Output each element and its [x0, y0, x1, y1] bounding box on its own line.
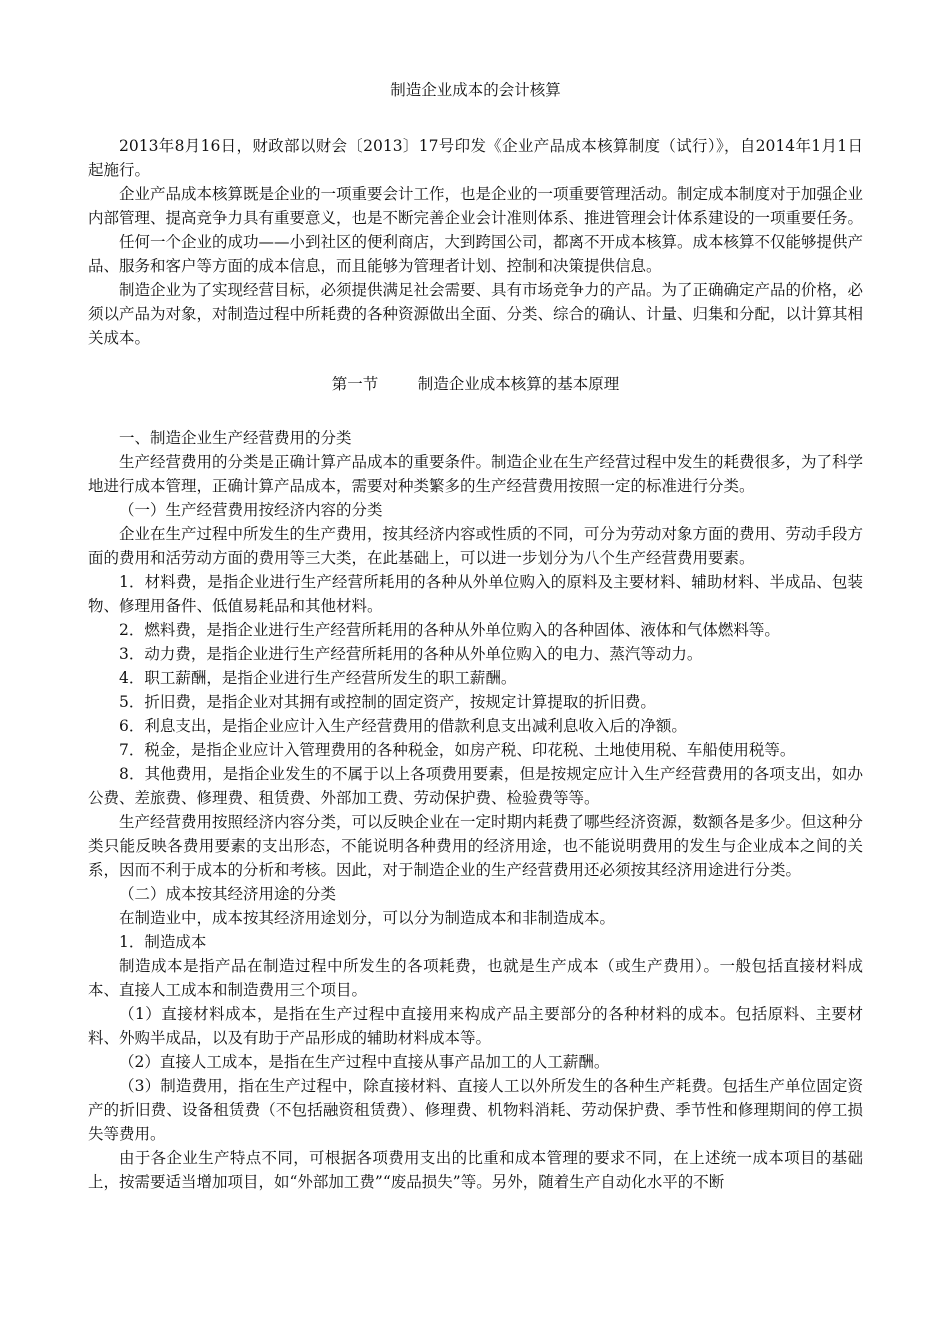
list-item-direct-labor: （2）直接人工成本，是指在生产过程中直接从事产品加工的人工薪酬。 — [119, 1053, 610, 1071]
heading-classification: 一、制造企业生产经营费用的分类 — [119, 429, 352, 447]
subheading-economic-use: （二）成本按其经济用途的分类 — [119, 885, 337, 903]
body-paragraph: 企业在生产过程中所发生的生产费用，按其经济内容或性质的不同，可分为劳动对象方面的费用、劳动手段方面的费用和活劳动方面的费用等三大类，在此基础上，可以进一步划分为八个生产经营费用要素。 — [88, 525, 864, 567]
intro-paragraph: 2013年8月16日，财政部以财会〔2013〕17号印发《企业产品成本核算制度（试行）》，自2014年1月1日起施行。 — [88, 137, 863, 179]
intro-paragraph: 制造企业为了实现经营目标，必须提供满足社会需要、具有市场竞争力的产品。为了正确确定产品的价格，必须以产品为对象，对制造过程中所耗费的各种资源做出全面、分类、综合的确认、计量、归集和分配，以计算其相关成本。 — [88, 281, 864, 347]
document-page — [88, 78, 863, 1194]
list-item-taxes: 7．税金，是指企业应计入管理费用的各种税金，如房产税、印花税、土地使用税、车船使用税等。 — [119, 741, 796, 759]
list-item-depreciation: 5．折旧费，是指企业对其拥有或控制的固定资产，按规定计算提取的折旧费。 — [119, 693, 656, 711]
section-title: 第一节 制造企业成本核算的基本原理 — [331, 375, 620, 393]
list-item-fuel-cost: 2．燃料费，是指企业进行生产经营所耗用的各种从外单位购入的各种固体、液体和气体燃料等。 — [119, 621, 780, 639]
intro-paragraph: 企业产品成本核算既是企业的一项重要会计工作，也是企业的一项重要管理活动。制定成本制度对于加强企业内部管理、提高竞争力具有重要意义，也是不断完善企业会计准则体系、推进管理会计体系建设的一项重要任务。 — [88, 185, 864, 227]
body-paragraph: 在制造业中，成本按其经济用途划分，可以分为制造成本和非制造成本。 — [119, 909, 616, 927]
list-item-interest: 6．利息支出，是指企业应计入生产经营费用的借款利息支出减利息收入后的净额。 — [119, 717, 687, 735]
body-paragraph: 制造成本是指产品在制造过程中所发生的各项耗费，也就是生产成本（或生产费用）。一般包括直接材料成本、直接人工成本和制造费用三个项目。 — [88, 957, 863, 999]
list-item-material-cost: 1．材料费，是指企业进行生产经营所耗用的各种从外单位购入的原料及主要材料、辅助材料、半成品、包装物、修理用备件、低值易耗品和其他材料。 — [88, 573, 863, 615]
subheading-economic-content: （一）生产经营费用按经济内容的分类 — [119, 501, 383, 519]
intro-paragraph: 任何一个企业的成功——小到社区的便利商店，大到跨国公司，都离不开成本核算。成本核算不仅能够提供产品、服务和客户等方面的成本信息，而且能够为管理者计划、控制和决策提供信息。 — [88, 233, 864, 275]
list-item-direct-material: （1）直接材料成本，是指在生产过程中直接用来构成产品主要部分的各种材料的成本。包括原料、主要材料、外购半成品，以及有助于产品形成的辅助材料成本等。 — [88, 1005, 863, 1047]
body-paragraph: 生产经营费用按照经济内容分类，可以反映企业在一定时期内耗费了哪些经济资源，数额各是多少。但这种分类只能反映各费用要素的支出形态，不能说明各种费用的经济用途，也不能说明费用的发生与企业成本之间的关系，因而不利于成本的分析和考核。因此，对于制造企业的生产经营费用还必须按其经济用途进行分类。 — [88, 813, 864, 879]
list-item-power-cost: 3．动力费，是指企业进行生产经营所耗用的各种从外单位购入的电力、蒸汽等动力。 — [119, 645, 703, 663]
document-title: 制造企业成本的会计核算 — [390, 81, 561, 99]
body-paragraph: 生产经营费用的分类是正确计算产品成本的重要条件。制造企业在生产经营过程中发生的耗费很多，为了科学地进行成本管理，正确计算产品成本，需要对种类繁多的生产经营费用按照一定的标准进行分类。 — [88, 453, 864, 495]
list-item-overhead: （3）制造费用，指在生产过程中，除直接材料、直接人工以外所发生的各种生产耗费。包括生产单位固定资产的折旧费、设备租赁费（不包括融资租赁费）、修理费、机物料消耗、劳动保护费、季节性和修理期间的停工损失等费用。 — [88, 1077, 863, 1143]
body-paragraph: 由于各企业生产特点不同，可根据各项费用支出的比重和成本管理的要求不同，在上述统一成本项目的基础上，按需要适当增加项目，如“外部加工费”“废品损失”等。另外，随着生产自动化水平的不断 — [88, 1149, 863, 1191]
list-item-salary: 4．职工薪酬，是指企业进行生产经营所发生的职工薪酬。 — [119, 669, 517, 687]
list-item-other-costs: 8．其他费用，是指企业发生的不属于以上各项费用要素，但是按规定应计入生产经营费用的各项支出，如办公费、差旅费、修理费、租赁费、外部加工费、劳动保护费、检验费等等。 — [88, 765, 863, 807]
subheading-manufacturing-cost: 1．制造成本 — [119, 933, 207, 951]
